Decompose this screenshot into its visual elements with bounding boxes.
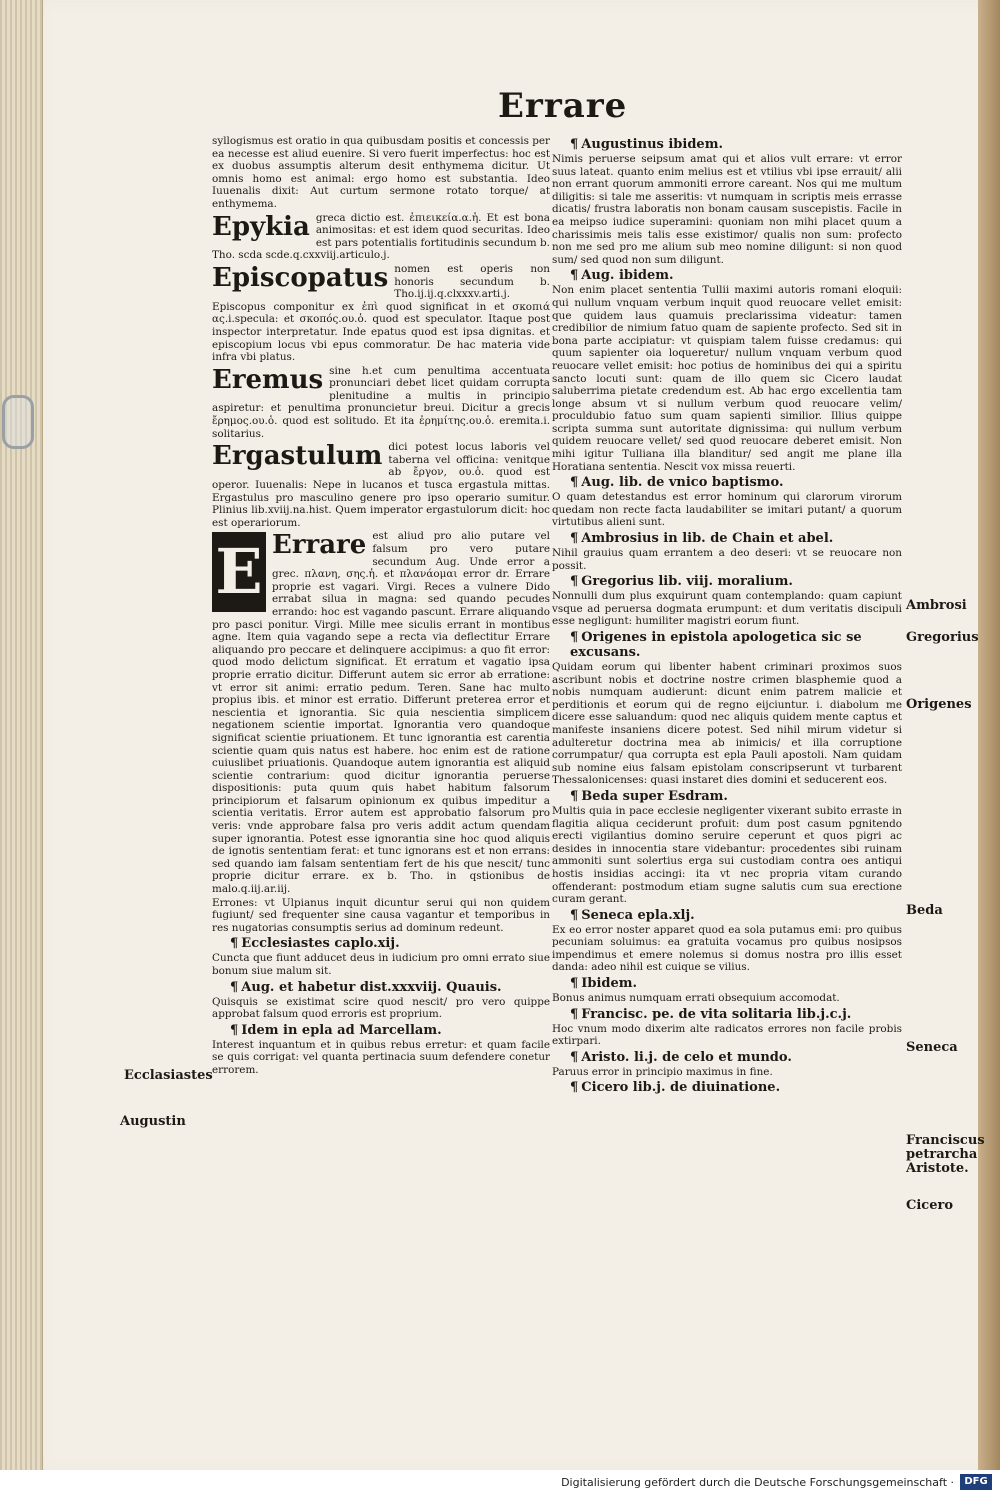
section-heading: ¶ Ibidem. (570, 976, 902, 991)
lemma-entry (212, 365, 550, 441)
section-heading: ¶ Aug. lib. de vnico baptismo. (570, 475, 902, 490)
lemma-term: Eremus (212, 364, 324, 395)
margin-note: Seneca (906, 1040, 958, 1055)
lemma-entry (212, 441, 550, 529)
margin-note: Origenes (906, 697, 972, 712)
section-heading: ¶ Gregorius lib. viij. moralium. (570, 574, 902, 589)
text-paragraph: Ex eo error noster apparet quod ea sola putamus emi: pro quibus pecuniam soluimus: ea gratuita vocamus pro quibus nosipsos impendimus et emere nolemus si domus nostra pro illis esset danda: adeo nihil est cuique se vilius. (552, 923, 902, 974)
section-heading: ¶ Ecclesiastes caplo.xij. (230, 936, 550, 951)
section-heading: ¶ Aristo. li.j. de celo et mundo. (570, 1050, 902, 1065)
book-edge-right (978, 0, 1000, 1470)
lemma-body: dici potest locus laboris vel taberna vel officina: venitque ab ἔργον, ου.ὁ. quod est operor. Iuuenalis: Nepe in lucanos et tusca ergastula mittas. Ergastulus pro masculino genere pro ipso operario sumitur. Plinius lib.xviij.na.hist. Quem imperator ergastulorum dicit: hoc est operariorum. (212, 441, 550, 529)
text-paragraph: Hoc vnum modo dixerim alte radicatos errores non facile probis extirpari. (552, 1022, 902, 1048)
drop-initial: E (212, 532, 266, 612)
text-paragraph: Nihil grauius quam errantem a deo deseri: vt se reuocare non possit. (552, 547, 902, 572)
section-heading: ¶ Idem in epla ad Marcellam. (230, 1023, 550, 1038)
text-paragraph: Nonnulli dum plus exquirunt quam contemplando: quam capiunt vsque ad peruersa dogmata erumpunt: et dum veritatis discipuli esse negligunt: humiliter magistri eorum fiunt. (552, 590, 902, 628)
running-header: Errare (498, 86, 628, 126)
lemma-term: Episcopatus (212, 262, 389, 293)
section-heading: ¶ Cicero lib.j. de diuinatione. (570, 1080, 902, 1095)
section-heading: ¶ Ambrosius in lib. de Chain et abel. (570, 531, 902, 546)
margin-note: Beda (906, 903, 943, 918)
section-heading: ¶ Aug. ibidem. (570, 268, 902, 283)
text-paragraph: Cuncta que fiunt adducet deus in iudicium pro omni errato siue bonum siue malum sit. (212, 952, 550, 977)
footer-text: Digitalisierung gefördert durch die Deutsche Forschungsgemeinschaft · (561, 1476, 954, 1489)
right-column (552, 135, 902, 1096)
text-paragraph: Quidam eorum qui libenter habent criminari proximos suos ascribunt nobis et doctrine nostre crimen blasphemie quod a nobis numquam audierunt: dicunt enim patrem malicie et perditionis et eorum qui de regno eijciuntur. i. diabolum me dicere esse saluandum: quod nec aliquis quidem mente captus et manifeste insaniens dicere potest. Sed nihil mirum videtur si adulteretur doctrina mea ab inimicis/ et illa corruptione corrumpatur/ qua corrupta est epla Pauli apostoli. Nam quidam sub nomine eius falsam epistolam conscripserunt vt turbarent Thessalonicenses: quasi instaret dies domini et seducerent eos. (552, 661, 902, 787)
lemma-entry (212, 530, 550, 895)
lemma-body: greca dictio est. ἐπιεικεία.α.ἡ. Et est bona animositas: et est idem quod securitas. Ideo est pars potentialis fortitudinis secundum b. Tho. scda scde.q.cxxviij.articulo.j. (212, 211, 550, 262)
paper-clip (2, 395, 34, 449)
book-edge-left (0, 0, 43, 1470)
section-heading: ¶ Francisc. pe. de vita solitaria lib.j.c.j. (570, 1007, 902, 1022)
section-heading: ¶ Augustinus ibidem. (570, 137, 902, 152)
dfg-logo: DFG (960, 1474, 992, 1490)
text-paragraph: Quisquis se existimat scire quod nescit/ pro vero quippe approbat falsum quod erroris est proprium. (212, 995, 550, 1021)
lemma-entry (212, 212, 550, 262)
margin-note: Franciscus petrarcha Aristote. (906, 1133, 985, 1176)
text-paragraph: Paruus error in principio maximus in fine. (552, 1065, 773, 1078)
text-paragraph: syllogismus est oratio in qua quibusdam positis et concessis per ea necesse est aliud euenire. Si vero fuerit imperfectus: hoc est ex duobus assumptis alterum desit enthymema dicitur. Ut omnis homo est animal: ergo homo est substantia. Ideo Iuuenalis dixit: Aut curtum sermone rotato torque/ at enthymema. (212, 135, 550, 210)
text-paragraph: Errones: vt Ulpianus inquit dicuntur serui qui non quidem fugiunt/ sed frequenter sine causa vagantur et temporibus in res nugatorias consumptis serius ad dominum redeunt. (212, 896, 550, 934)
text-paragraph: Multis quia in pace ecclesie negligenter vixerant subito erraste in flagitia aliqua ceciderunt profuit: dum post casum pgnitendo erecti vigilantius domino seruire ceperunt et quos pigri ac desides in innocentia stare videbantur: procedentes sibi ruinam ammoniti sunt solertius erga sui custodiam contra oes antiqui hostis insidias accingi: ita vt nec propria vitam curando offenderant: postmodum etiam sugne salutis cum sua erectione curam gerant. (552, 804, 902, 906)
margin-note: Ecclasiastes (124, 1068, 213, 1083)
margin-note: Gregorius (906, 630, 979, 645)
section-heading: ¶ Aug. et habetur dist.xxxviij. Quauis. (230, 980, 550, 995)
section-heading: ¶ Beda super Esdram. (570, 789, 902, 804)
lemma-body: nomen est operis non honoris secundum b. Tho.ij.ij.q.clxxxv.arti.j. Episcopus componitur ex ἐπὶ quod significat in et σκοπιά ας.i.specula: et σκοπός.ου.ὁ. quod est speculator. Itaque post inspector interpretatur. Inde epatus quod est ipsa dignitas. et episcopium locus vbi epus commoratur. De hac materia vide infra vbi platus. (212, 262, 550, 364)
footer-bar (0, 1470, 1000, 1495)
lemma-body: est aliud pro alio putare vel falsum pro vero putare secundum Aug. Unde error a grec. πλανη, σης.ἡ. et πλανάομαι error dr. Errare proprie est vagari. Virgi. Reces a vulnere Dido errabat silua in magna: sed quando pecudes errando: hoc est vagando pascunt. Errare aliquando pro pasci ponitur. Virgi. Mille mee siculis errant in montibus agne. Item quia vagando sepe a recta via deflectitur Errare aliquando pro peccare et delinquere accipimus: a quo fit error: quod modo delictum significat. Et erratum et vagatio ipsa proprie erratio dicitur. Differunt autem sic error ab erratione: vt error sit animi: erratio pedum. Teren. Sane hac multo propius ibis. et minor est erratio. Differunt preterea error et nescientia et ignorantia. Sic quia nescientia simplicem negationem scientie importat. Ignorantia vero quandoque significat scientie priuationem. Et tunc ignorantia est carentia scientie quam quis natus est habere. hoc enim est de ratione cuiuslibet priuationis. Quandoque autem ignorantia est aliquid scientie contrarium: quod dicitur ignorantia peruerse dispositionis: puta quum quis habet habitum falsorum principiorum et falsarum opinionum ex quibus impeditur a scientia veritatis. Error autem est approbatio falsorum pro veris: vnde approbare falsa pro veris addit actum quendam super ignorantia. Potest esse ignorantia sine hoc quod aliquis de ignotis sententiam ferat: et tunc ignorans est et non errans: sed quando iam falsam sententiam fert de his que nescit/ tunc proprie dicitur errare. ex b. Tho. in qstionibus de malo.q.iij.ar.iij. (212, 530, 550, 896)
text-paragraph: O quam detestandus est error hominum qui clarorum virorum quedam non recte facta laudabiliter se imitari putant/ a quorum virtutibus alieni sunt. (552, 491, 902, 529)
text-paragraph: Non enim placet sententia Tullii maximi autoris romani eloquii: qui nullum vnquam verbum inquit quod reuocare vellet emisit: que quidem laus quamuis preclarissima videatur: tamen credibilior de nimium fatuo quam de sapiente profecto. Sed sit in bona parte accipiatur: vt quispiam talem fuisse credamus: qui quum sapienter oia loqueretur/ nullum vnquam verbum quod reuocare vellet emisit: hoc potius de hominibus dei qui a spiritu sancto locuti sunt: quam de illo quem sic Cicero laudat saluberrima pietate credendum est. Ab hac ergo excellentia tam longe absum vt si nullum verbum quod reuocare velim/ proculdubio fatuo sum quam sapienti similior. Illius quippe scripta summa sunt autoritate dignissima: qui nullum verbum quidem reuocare vellet/ sed quod reuocare deberet emisit. Non mihi igitur Tulliana illa blanditur/ sed angit me plane illa Horatiana sententia. Nescit vox missa reuerti. (552, 284, 902, 473)
lemma-term: Epykia (212, 211, 310, 242)
text-paragraph: Nimis peruerse seipsum amat qui et alios vult errare: vt error suus lateat. quanto enim melius est et vtilius vbi ipse errauit/ alii non errant quorum ammoniti errore careant. Nos qui me multum diligitis: si tale me asseritis: vt numquam in scriptis meis errasse dicatis/ frustra laboratis non bonam causam suscepistis. Facile in ea meipso iudice superamini: quoniam non mihi placet quum a charissimis meis talis esse existimor/ qualis non sum: profecto non me sed pro me alium sub meo nomine diligunt: si non quod sum/ sed quod non sum diligunt. (552, 153, 902, 266)
section-heading: ¶ Origenes in epistola apologetica sic se excusans. (570, 630, 902, 660)
text-paragraph: Interest inquantum et in quibus rebus erretur: et quam facile se quis corrigat: vel quanta pertinacia suum defendere conetur errorem. (212, 1038, 550, 1076)
lemma-term: Errare (272, 530, 367, 561)
lemma-body: sine h.et cum penultima accentuata pronunciari debet licet quidam corrupta plenitudine a multis in principio aspiretur: et penultima pronuncietur breui. Dicitur a grecis ἔρημος.ου.ὁ. quod est solitudo. Et ita ἐρημίτης.ου.ὁ. eremita.i. solitarius. (212, 364, 550, 440)
margin-note: Cicero (906, 1198, 953, 1213)
margin-note: Augustin (120, 1114, 186, 1129)
lemma-term: Ergastulum (212, 441, 383, 472)
margin-note: Ambrosi (906, 598, 967, 613)
lemma-entry (212, 263, 550, 364)
left-column (212, 135, 550, 1078)
text-paragraph: Bonus animus numquam errati obsequium accomodat. (552, 992, 840, 1005)
section-heading: ¶ Seneca epla.xlj. (570, 908, 902, 923)
